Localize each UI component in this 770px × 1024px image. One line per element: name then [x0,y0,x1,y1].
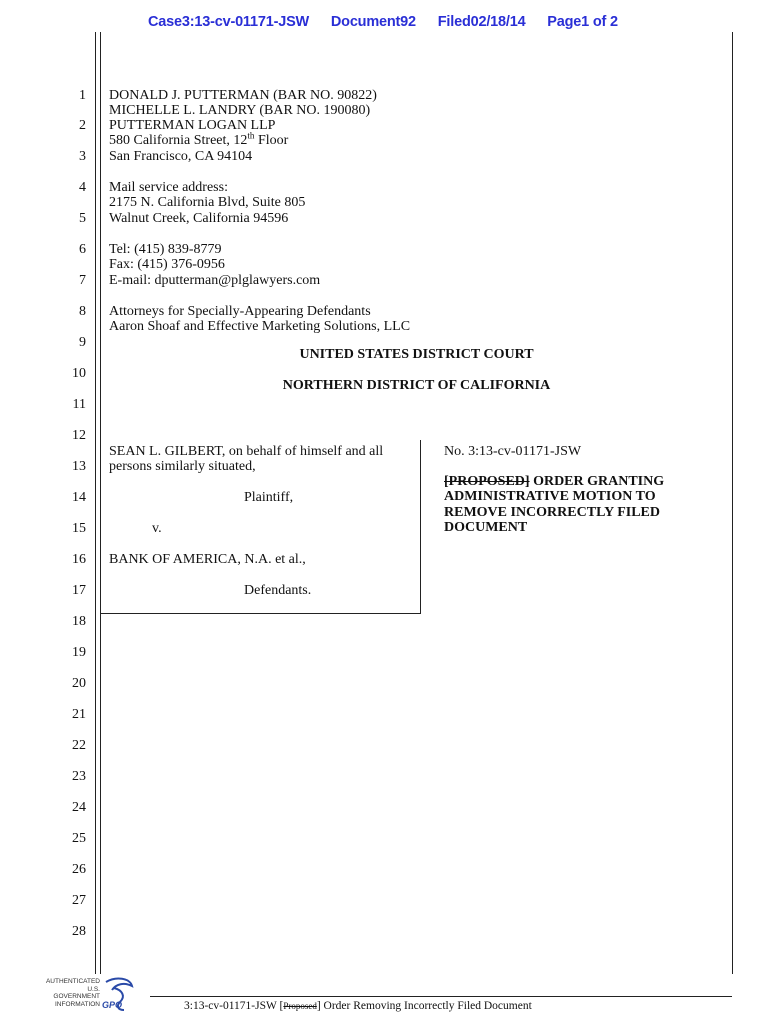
document-title-line-1 [444,474,664,490]
court-name: UNITED STATES DISTRICT COURT [299,347,534,362]
line-number: 24 [72,800,86,815]
case-number: No. 3:13-cv-01171-JSW [444,444,582,459]
line-number: 25 [72,831,86,846]
line-number: 4 [79,180,86,195]
footer-rule [150,996,732,997]
line-number: 2 [79,118,86,133]
mail-label: Mail service address: [109,180,228,195]
line-number: 17 [72,583,86,598]
left-margin-rule-outer [95,32,96,974]
stamp-filed-date: Filed02/18/14 [437,14,526,30]
firm-name: PUTTERMAN LOGAN LLP [109,118,276,133]
counsel-name-1: DONALD J. PUTTERMAN (BAR NO. 90822) [109,88,377,103]
line-number: 27 [72,893,86,908]
line-number: 28 [72,924,86,939]
gpo-logo-text: GPO [102,1000,123,1010]
line-number: 15 [72,521,86,536]
court-district: NORTHERN DISTRICT OF CALIFORNIA [282,378,551,393]
stamp-document-number: Document92 [330,14,416,30]
line-number: 1 [79,88,86,103]
line-number: 10 [72,366,86,381]
document-title-line-4: DOCUMENT [444,520,528,535]
gpo-text-government: U.S. GOVERNMENT [53,985,100,1000]
plaintiff-name-line-1: SEAN L. GILBERT, on behalf of himself and all [109,444,384,459]
mail-address-1: 2175 N. California Blvd, Suite 805 [109,195,306,210]
line-number: 20 [72,676,86,691]
line-number: 12 [72,428,86,443]
footer-struck-proposed: Proposed [283,1001,317,1011]
email: E-mail: dputterman@plglawyers.com [109,273,321,288]
document-title-line-3: REMOVE INCORRECTLY FILED [444,505,660,520]
line-number: 22 [72,738,86,753]
document-title-line-2: ADMINISTRATIVE MOTION TO [444,489,656,504]
versus: v. [152,521,162,536]
page-footer [184,1000,532,1012]
right-margin-rule [732,32,733,974]
firm-street [109,130,289,149]
plaintiff-role: Plaintiff, [244,490,294,505]
line-number: 14 [72,490,86,505]
defendant-name: BANK OF AMERICA, N.A. et al., [109,552,306,567]
gpo-authentication-seal [40,976,135,1020]
firm-street-superscript: th [247,130,255,141]
line-number: 3 [79,149,86,164]
gpo-seal-text [40,978,100,1008]
footer-title: ] Order Removing Incorrectly Filed Document [316,1000,532,1012]
line-number: 13 [72,459,86,474]
line-number: 8 [79,304,86,319]
line-number: 16 [72,552,86,567]
gpo-text-authenticated: AUTHENTICATED [45,978,100,985]
line-number: 5 [79,211,86,226]
struck-proposed: [PROPOSED] [444,474,530,489]
line-number: 7 [79,273,86,288]
attorneys-for: Attorneys for Specially-Appearing Defendants [109,304,371,319]
firm-city: San Francisco, CA 94104 [109,149,253,164]
line-number: 9 [79,335,86,350]
stamp-case-number: Case3:13-cv-01171-JSW [148,14,310,30]
ecf-header-stamp [148,14,648,30]
client-names: Aaron Shoaf and Effective Marketing Solutions, LLC [109,319,411,334]
footer-case: 3:13-cv-01171-JSW [ [184,1000,284,1012]
line-number: 21 [72,707,86,722]
fax: Fax: (415) 376-0956 [109,257,225,272]
left-margin-rule-inner [100,32,101,974]
firm-street-text: 580 California Street, 12 [109,133,248,148]
telephone: Tel: (415) 839-8779 [109,242,222,257]
line-number: 6 [79,242,86,257]
title-order-granting: ORDER GRANTING [529,474,665,489]
gpo-text-information: INFORMATION [54,1000,100,1008]
line-number: 26 [72,862,86,877]
line-number: 11 [72,397,86,412]
stamp-page-count: Page1 of 2 [547,14,618,30]
caption-right-border [420,440,421,614]
caption-bottom-border [101,613,421,614]
plaintiff-name-line-2: persons similarly situated, [109,459,256,474]
line-number: 18 [72,614,86,629]
line-number: 19 [72,645,86,660]
line-number: 23 [72,769,86,784]
mail-address-2: Walnut Creek, California 94596 [109,211,289,226]
defendant-role: Defendants. [244,583,312,598]
counsel-name-2: MICHELLE L. LANDRY (BAR NO. 190080) [109,103,371,118]
firm-street-floor: Floor [254,133,289,148]
